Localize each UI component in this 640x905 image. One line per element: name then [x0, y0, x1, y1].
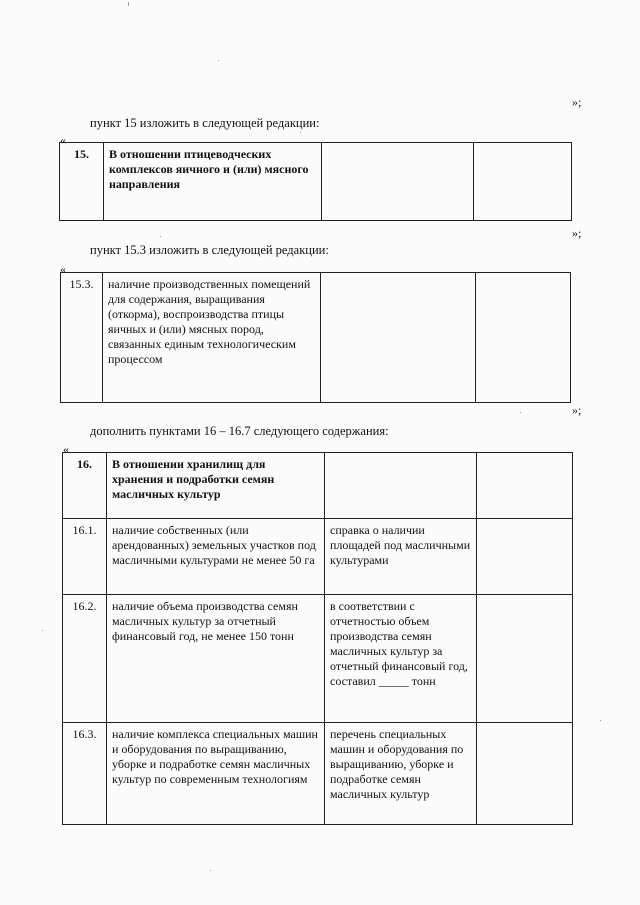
- table-row: [61, 273, 571, 403]
- opening-quote: «: [63, 442, 69, 456]
- row-criterion: В отношении птицеводческих комплексов яичного и (или) мясного направления: [104, 143, 322, 221]
- scan-speck: [520, 412, 521, 413]
- caption-items-16: дополнить пунктами 16 – 16.7 следующего содержания:: [90, 424, 389, 438]
- closing-quote: »;: [572, 95, 582, 109]
- scan-speck: [160, 236, 161, 237]
- row-criterion: наличие собственных (или арендованных) земельных участков под масличными культурами не менее 50 га: [107, 519, 325, 595]
- scan-speck: [600, 720, 601, 721]
- closing-quote: »;: [572, 226, 582, 240]
- row-extra: [477, 519, 573, 595]
- row-number: 15.3.: [61, 273, 103, 403]
- table-row: [63, 723, 573, 825]
- caption-item-15: пункт 15 изложить в следующей редакции:: [90, 116, 320, 130]
- row-number: 16.2.: [63, 595, 107, 723]
- table-item-15-3: [60, 272, 571, 403]
- row-extra: [474, 143, 572, 221]
- row-extra: [477, 723, 573, 825]
- row-document: [321, 273, 476, 403]
- scan-speck: [300, 132, 301, 133]
- scan-speck: [128, 2, 129, 6]
- row-criterion: В отношении хранилищ для хранения и подработки семян масличных культур: [107, 453, 325, 519]
- table-row: [63, 519, 573, 595]
- row-document: справка о наличии площадей под масличными культурами: [325, 519, 477, 595]
- scan-speck: [210, 870, 211, 871]
- opening-quote: «: [60, 133, 66, 147]
- table-row: [60, 143, 572, 221]
- row-document: перечень специальных машин и оборудования по выращиванию, уборке и подработке семян масличных культур: [325, 723, 477, 825]
- row-number: 16.3.: [63, 723, 107, 825]
- caption-item-15-3: пункт 15.3 изложить в следующей редакции:: [90, 243, 329, 257]
- row-criterion: наличие производственных помещений для содержания, выращивания (откорма), воспроизводства птицы яичных и (или) мясных пород, связанных единым технологическим процессом: [103, 273, 321, 403]
- row-extra: [476, 273, 571, 403]
- row-document: [325, 453, 477, 519]
- row-criterion: наличие комплекса специальных машин и оборудования по выращиванию, уборке и подработке семян масличных культур по современным технологиям: [107, 723, 325, 825]
- opening-quote: «: [60, 262, 66, 276]
- row-document: в соответствии с отчетностью объем производства семян масличных культур за отчетный финансовый год, составил _____ тонн: [325, 595, 477, 723]
- row-document: [322, 143, 474, 221]
- table-items-16: [62, 452, 573, 825]
- row-extra: [477, 453, 573, 519]
- closing-quote: »;: [572, 403, 582, 417]
- row-number: 15.: [60, 143, 104, 221]
- table-item-15: [59, 142, 572, 221]
- row-number: 16.: [63, 453, 107, 519]
- scan-speck: [218, 60, 219, 61]
- row-criterion: наличие объема производства семян масличных культур за отчетный финансовый год, не менее 150 тонн: [107, 595, 325, 723]
- scan-speck: [42, 630, 43, 631]
- table-row: [63, 595, 573, 723]
- row-number: 16.1.: [63, 519, 107, 595]
- table-row: [63, 453, 573, 519]
- row-extra: [477, 595, 573, 723]
